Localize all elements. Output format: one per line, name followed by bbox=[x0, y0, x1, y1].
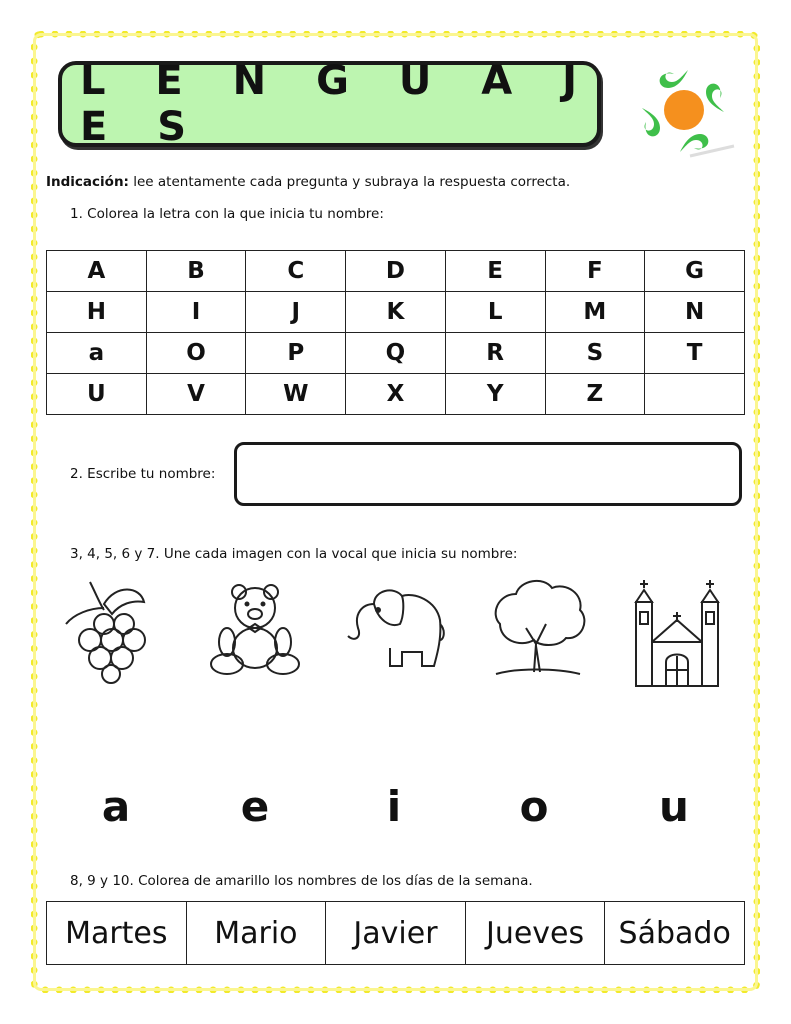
instruction-line bbox=[46, 174, 570, 190]
grapes-image[interactable] bbox=[60, 574, 160, 684]
letter-cell[interactable]: N bbox=[645, 292, 745, 333]
logo-icon bbox=[622, 52, 742, 172]
letter-cell[interactable]: K bbox=[346, 292, 446, 333]
letter-cell[interactable]: P bbox=[246, 333, 346, 374]
word-cell[interactable]: Mario bbox=[186, 902, 326, 965]
letter-cell[interactable]: M bbox=[545, 292, 645, 333]
instruction-label: Indicación: bbox=[46, 174, 129, 190]
question-8-text: 8, 9 y 10. Colorea de amarillo los nombres de los días de la semana. bbox=[70, 873, 533, 889]
letter-cell[interactable]: J bbox=[246, 292, 346, 333]
word-cell[interactable]: Jueves bbox=[465, 902, 605, 965]
letter-cell[interactable] bbox=[645, 374, 745, 415]
letter-cell[interactable]: F bbox=[545, 251, 645, 292]
instruction-text: lee atentamente cada pregunta y subraya la respuesta correcta. bbox=[128, 174, 571, 190]
vowel-i[interactable]: i bbox=[386, 782, 402, 831]
letter-row bbox=[47, 374, 745, 415]
letter-cell[interactable]: C bbox=[246, 251, 346, 292]
letter-cell[interactable]: R bbox=[445, 333, 545, 374]
letter-cell[interactable]: T bbox=[645, 333, 745, 374]
question-3-text: 3, 4, 5, 6 y 7. Une cada imagen con la vocal que inicia su nombre: bbox=[70, 546, 518, 562]
letter-cell[interactable]: Y bbox=[445, 374, 545, 415]
letter-row bbox=[47, 333, 745, 374]
word-cell[interactable]: Martes bbox=[47, 902, 187, 965]
letter-row bbox=[47, 292, 745, 333]
letter-cell[interactable]: U bbox=[47, 374, 147, 415]
letter-cell[interactable]: B bbox=[146, 251, 246, 292]
vowel-e[interactable]: e bbox=[240, 782, 270, 831]
letter-cell[interactable]: S bbox=[545, 333, 645, 374]
tree-image[interactable] bbox=[486, 574, 590, 680]
question-1-text: 1. Colorea la letra con la que inicia tu nombre: bbox=[70, 206, 384, 222]
vowel-o[interactable]: o bbox=[519, 782, 549, 831]
name-input-box[interactable] bbox=[234, 442, 742, 506]
word-cell[interactable]: Sábado bbox=[605, 902, 745, 965]
vowel-u[interactable]: u bbox=[659, 782, 689, 831]
letter-cell[interactable]: L bbox=[445, 292, 545, 333]
word-cell[interactable]: Javier bbox=[326, 902, 466, 965]
letter-cell[interactable]: H bbox=[47, 292, 147, 333]
letter-cell[interactable]: V bbox=[146, 374, 246, 415]
letter-cell[interactable]: E bbox=[445, 251, 545, 292]
letter-cell[interactable]: X bbox=[346, 374, 446, 415]
letter-cell[interactable]: Q bbox=[346, 333, 446, 374]
elephant-image[interactable] bbox=[344, 584, 448, 674]
church-image[interactable] bbox=[632, 576, 724, 690]
vowel-a[interactable]: a bbox=[101, 782, 131, 831]
letter-cell[interactable]: G bbox=[645, 251, 745, 292]
letter-cell[interactable]: O bbox=[146, 333, 246, 374]
letter-cell[interactable]: I bbox=[146, 292, 246, 333]
page-title: L E N G U A J E S bbox=[80, 58, 595, 150]
letter-cell[interactable]: A bbox=[47, 251, 147, 292]
letter-cell[interactable]: Z bbox=[545, 374, 645, 415]
title-banner bbox=[58, 58, 601, 150]
letter-cell[interactable]: a bbox=[47, 333, 147, 374]
letter-cell[interactable]: D bbox=[346, 251, 446, 292]
words-table bbox=[46, 901, 745, 965]
letter-row bbox=[47, 251, 745, 292]
letter-grid bbox=[46, 250, 745, 415]
teddy-bear-image[interactable] bbox=[205, 582, 305, 676]
letter-cell[interactable]: W bbox=[246, 374, 346, 415]
question-2-text: 2. Escribe tu nombre: bbox=[70, 466, 216, 482]
